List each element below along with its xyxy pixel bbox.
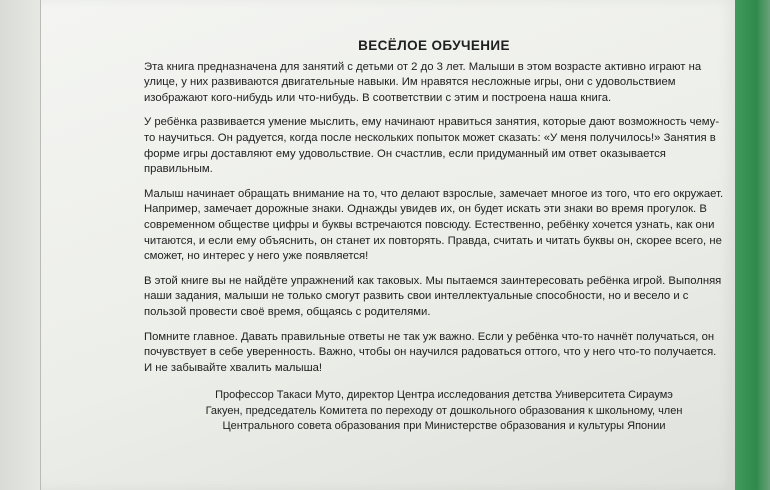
signature-line-2: Гакуен, председатель Комитета по переходу от дошкольного образования к школьному, член	[205, 404, 683, 417]
paragraph-4: В этой книге вы не найдёте упражнений как таковых. Мы пытаемся заинтересовать ребёнка игрой. Выполняя наши задания, малыши не только смогут развить свои интеллектуальные способности, но и весело и с пользой провести своё время, общаясь с родителями.	[144, 274, 722, 318]
paragraph-3: Малыш начинает обращать внимание на то, что делают взрослые, замечает многое из того, что его окружает. Например, замечает дорожные знаки. Однажды увидев их, он будет искать эти знаки во время прогулок. В современном обществе цифры и буквы встречаются повсюду. Естественно, ребёнку хочется узнать, как они читаются, и если ему объяснить, он станет их повторять. Правда, считать и читать буквы он, скорее всего, не сможет, но интерес у него уже появляется!	[144, 187, 724, 263]
author-signature	[144, 388, 724, 435]
page-title: ВЕСЁЛОЕ ОБУЧЕНИЕ	[358, 38, 510, 53]
background-left	[0, 0, 40, 490]
paragraph-5: Помните главное. Давать правильные ответы не так уж важно. Если у ребёнка что-то начнёт получаться, он почувствует в себе уверенность. Важно, чтобы он научился радоваться оттого, что у него что-то получается. И не забывайте хвалить малыша!	[144, 330, 717, 374]
document-body	[144, 38, 724, 435]
book-page	[40, 0, 736, 490]
signature-line-3: Центрального совета образования при Министерстве образования и культуры Японии	[222, 420, 666, 433]
signature-line-1: Профессор Такаси Муто, директор Центра исследования детства Университета Сираумэ	[215, 389, 673, 402]
paragraph-2: У ребёнка развивается умение мыслить, ему начинают нравиться занятия, которые дают возможность чему-то научиться. Он радуется, когда после нескольких попыток может сказать: «У меня получилось!» Занятия в форме игры доставляют ему удовольствие. Он счастлив, если придуманный им ответ оказывается правильным.	[144, 116, 720, 176]
green-edge-band	[735, 0, 770, 490]
paragraph-1: Эта книга предназначена для занятий с детьми от 2 до 3 лет. Малыши в этом возрасте активно играют на улице, у них развиваются двигательные навыки. Им нравятся несложные игры, они с удовольствием изображают кого-нибудь или что-нибудь. В соответствии с этим и построена наша книга.	[144, 60, 702, 104]
